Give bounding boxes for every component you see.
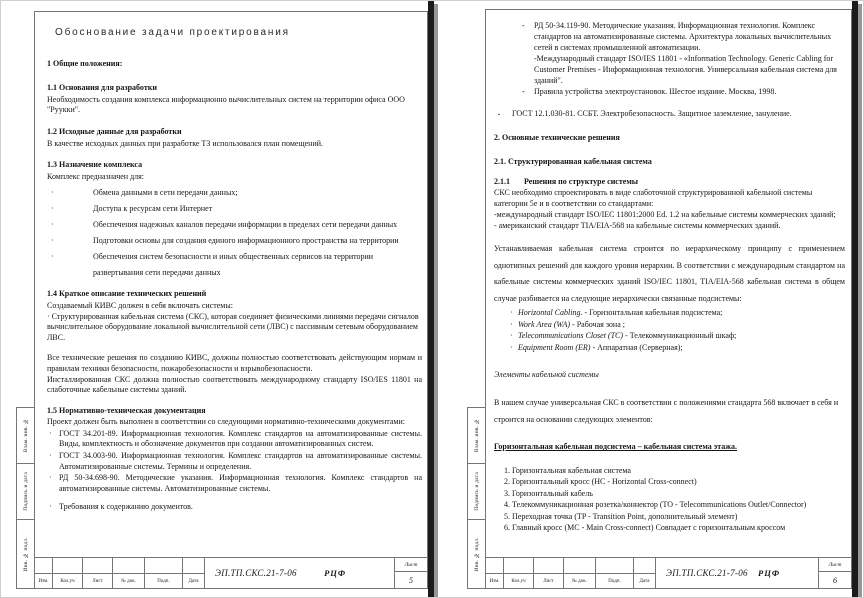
heading-1: 1 Общие положения:: [47, 58, 123, 68]
paragraph-1-2: В качестве исходных данных при разработке ТЗ использовался план помещений.: [47, 138, 324, 148]
list-item: 6. Главный кросс (MC - Main Cross-connect) Совпадает с горизонтальным кроссом: [504, 523, 786, 533]
margin-cell-inv-podl: Инв. № подл.: [16, 519, 35, 589]
list-item: 1. Горизонтальная кабельная система: [504, 466, 631, 475]
stamp-col-izm: Изм.: [35, 558, 53, 588]
stamp-sheet-cell: [395, 558, 427, 588]
margin-cell-vzam-inv: Взам. инв. №: [16, 407, 35, 464]
heading-1-5: 1.5 Нормативно-техническая документация: [47, 405, 206, 415]
heading-horizontal-subsystem: Горизонтальная кабельная подсистема – кабельная система этажа.: [494, 442, 738, 451]
document-code: ЭП.ТП.СКС.21-7-06: [215, 568, 297, 578]
heading-1-2: 1.2 Исходные данные для разработки: [47, 126, 182, 136]
stamp-col-izm: Изм.: [486, 558, 504, 588]
list-item: 4. Телекоммуникационная розетка/коннектор (TO - Telecommunications Outlet/Connector): [504, 500, 807, 510]
paragraph-standard-tia: - американский стандарт TIA/EIA-568 на кабельные системы коммерческих зданий.: [494, 221, 781, 230]
sheet-label: Лист: [819, 558, 851, 572]
heading-elements: Элементы кабельной системы: [494, 370, 599, 379]
stamp-sheet-cell: [819, 558, 851, 588]
heading-1-4: 1.4 Краткое описание технических решений: [47, 289, 207, 299]
stamp-col-koluch: Кол.уч: [504, 558, 534, 588]
stamp-document-code-cell: [656, 558, 819, 588]
list-item: -Международный стандарт ISO/IES 11801 - «Information Technology. Generic Cabling for Customer Premises - Информационная технология. Универсальная кабельная система для зданий".: [534, 54, 837, 85]
list-item: · Equipment Room (ER) - Аппаратная (Серверная);: [510, 342, 845, 354]
list-item: 2. Горизонтальный кросс (HC - Horizontal Cross-connect): [504, 477, 697, 487]
list-item: · РД 50-34.698-90. Методические указания. Информационная технология. Комплекс стандартов на автоматизированные системы. Автоматизированные системы.: [47, 473, 422, 494]
heading-text: Решения по структуре системы: [524, 177, 639, 186]
list-item: 3. Горизонтальный кабель: [504, 488, 593, 498]
documents-list: [47, 429, 422, 513]
stamp-col-podp: Подп.: [596, 558, 634, 588]
stamp-col-koluch: Кол.уч: [53, 558, 83, 588]
sheet-label: Лист: [395, 558, 427, 572]
heading-2-1: 2.1. Структурированная кабельная система: [494, 157, 652, 166]
heading-1-3: 1.3 Назначение комплекса: [47, 160, 143, 170]
list-item: · Work Area (WA) - Рабочая зона ;: [510, 319, 845, 331]
sks-bullet: · Структурированная кабельная система (СКС), которая соединяет физическими линиями передачи сигналов вычислительное оборудование локальной вычислительной сети (ЛВС) с пассивным сетевым оборудованием ЛВС.: [47, 312, 422, 344]
list-item: · Подготовки основы для создания единого информационного пространства на территории: [47, 233, 422, 249]
stamp-col-ndok: № док.: [113, 558, 145, 588]
right-page-content: [494, 20, 845, 556]
paragraph-universal-sks: В нашем случае универсальная СКС в соответствии с положениями стандарта 568 включает в себя и строится на основании следующих элементов:: [494, 398, 839, 424]
list-item: · Обеспечения надежных каналов передачи информации в пределах сети передачи данных: [47, 217, 422, 233]
stamp-col-data: Дата: [634, 558, 656, 588]
list-item: 5. Переходная точка (TP - Transition Point, дополнительный элемент): [504, 511, 738, 521]
list-item: · Обмена данными в сети передачи данных;: [47, 185, 422, 201]
paragraph-1-4-intro: Создаваемый КИВС должен в себя включать системы:: [47, 300, 233, 310]
right-page-shadow-light: [858, 4, 862, 598]
paragraph-1-4-standard: Инсталлированная СКС должна полностью соответствовать международному стандарту ISO/IES 11801 на слаботочные кабельные системы зданий.: [47, 374, 422, 395]
left-page-shadow-light: [434, 4, 438, 598]
heading-2-1-1: [494, 176, 845, 187]
title-block: [35, 557, 427, 588]
list-item: · ГОСТ 34.201-89. Информационная технология. Комплекс стандартов на автоматизированные системы. Виды, комплектность и обозначение документов при создании автоматизированных систем.: [47, 429, 422, 450]
heading-number: 2.1.1: [494, 177, 510, 186]
purpose-list: [47, 185, 422, 281]
sheet-number: 6: [833, 575, 837, 585]
heading-2: 2. Основные технические решения: [494, 133, 620, 142]
list-item: · Telecommunications Closet (TC) - Телекоммуникационный шкаф;: [510, 330, 845, 342]
page-title: Обоснование задачи проектирования: [55, 27, 290, 38]
list-item: - РД 50-34.119-90. Методические указания. Информационная технология. Комплекс стандартов на автоматизированные системы. Архитектура локальных вычислительных сетей в системах промышленной автоматизации.: [520, 20, 845, 53]
margin-cell-podpis-data: Подпись и дата: [467, 463, 486, 520]
list-item: · Horizontal Cabling. - Горизонтальная кабельная подсистема;: [510, 307, 845, 319]
stamp-col-list: Лист: [534, 558, 564, 588]
organization-code: РЦФ: [758, 568, 781, 578]
subsystems-list: [510, 307, 845, 353]
list-item: · ГОСТ 34.003-90. Информационная технология. Комплекс стандартов на автоматизированные системы. Автоматизированные системы. Термины и определения.: [47, 451, 422, 472]
margin-cell-vzam-inv: Взам. инв. №: [467, 407, 486, 464]
document-code: ЭП.ТП.СКС.21-7-06: [666, 568, 748, 578]
right-page-frame: [485, 9, 852, 589]
heading-1-1: 1.1 Основания для разработки: [47, 83, 157, 93]
stamp-col-list: Лист: [83, 558, 113, 588]
paragraph-hierarchy: Устанавливаемая кабельная система строится по иерархическому принципу с применением однотипных решений для каждого уровня иерархии. В соответствии с международным стандартом на кабельные системы коммерческих зданий ISO/IEC 11801, TIA/EIA-568 кабельная система в общем случае разбивается на следующие иерархически связанные подсистемы:: [494, 244, 845, 303]
paragraph-standard-iso: -международный стандарт ISO/IEC 11801:2000 Ed. 1.2 на кабельные системы коммерческих зданий;: [494, 210, 836, 219]
gost-item: ▪ ГОСТ 12.1.030-81. ССБТ. Электробезопасность. Защитное заземление, зануление.: [498, 108, 845, 119]
paragraph-sks-design: СКС необходимо спроектировать в виде слаботочной структурированной кабельной системы категории 5е и в соответствии со стандартами:: [494, 188, 813, 208]
left-page-frame: [34, 11, 428, 589]
paragraph-1-3-intro: Комплекс предназначен для:: [47, 171, 145, 181]
paragraph-1-5-intro: Проект должен быть выполнен в соответствии со следующими нормативно-техническими документами:: [47, 417, 405, 427]
elements-numbered-list: [504, 465, 845, 533]
left-page-content: [47, 18, 422, 556]
list-item: - Правила устройства электроустановок. Шестое издание. Москва, 1998.: [520, 86, 845, 97]
stamp-col-podp: Подп.: [145, 558, 183, 588]
stamp-col-ndok: № док.: [564, 558, 596, 588]
margin-cell-podpis-data: Подпись и дата: [16, 463, 35, 520]
stamp-col-data: Дата: [183, 558, 205, 588]
margin-cell-inv-podl: Инв. № подл.: [467, 519, 486, 589]
standards-list: [520, 20, 845, 97]
organization-code: РЦФ: [324, 568, 347, 578]
paragraph-1-1: Необходимость создания комплекса информационно вычислительных систем на территории офиса ООО "Руукки".: [47, 94, 405, 115]
list-item: · Требования к содержанию документов.: [47, 502, 422, 513]
list-item: · Обеспечения систем безопасности и иных общественных сервисов на территории развертывания сети передачи данных: [47, 249, 422, 281]
sheet-number: 5: [409, 575, 413, 585]
paragraph-1-4-safety: Все технические решения по созданию КИВС, должны полностью соответствовать действующим нормам и правилам техники безопасности, пожаробезопасности и взрывобезопасности.: [47, 353, 422, 373]
list-item: · Доступа к ресурсам сети Интернет: [47, 201, 422, 217]
stamp-document-code-cell: [205, 558, 395, 588]
title-block: [486, 557, 851, 588]
